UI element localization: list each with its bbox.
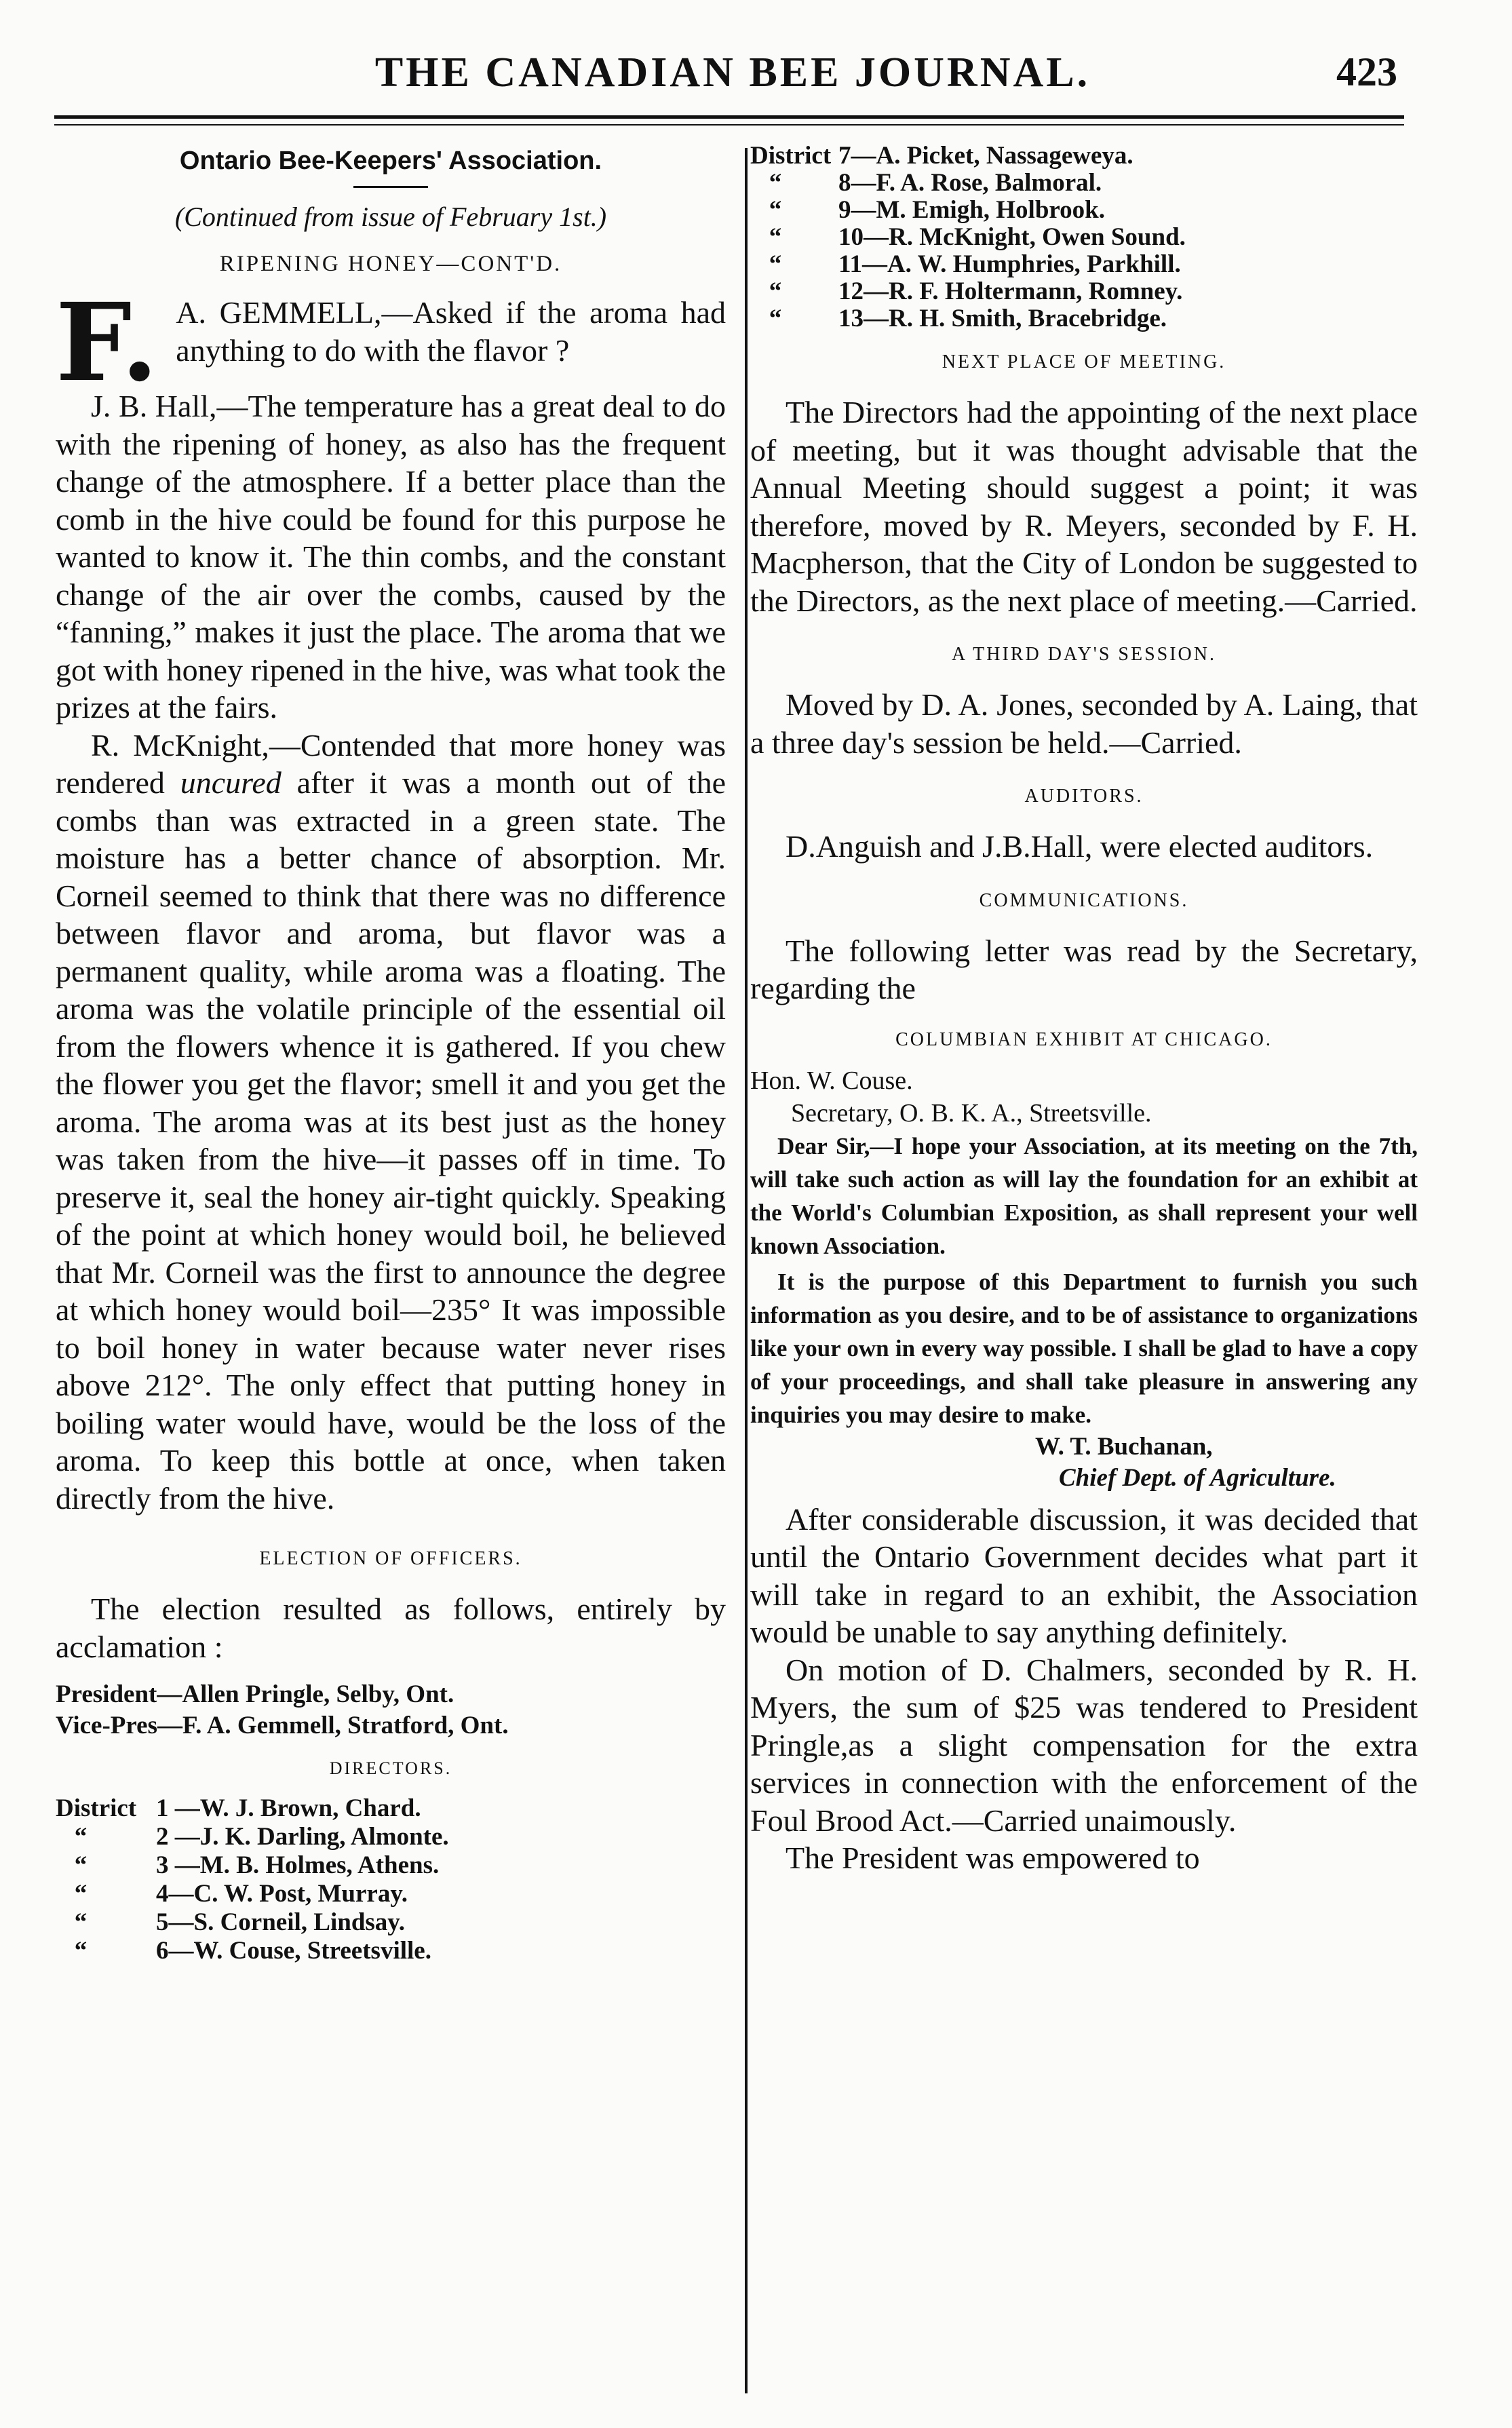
letter-paragraph-1: Dear Sir,—I hope your Association, at its meeting on the 7th, will take such action as will lay the foundation for an exhibit at the World's Columbian Exposition, as shall represent your well known Association.: [750, 1132, 1418, 1259]
director-row: “ 11—A. W. Humphries, Parkhill.: [750, 250, 1181, 278]
title-rule: [353, 186, 428, 188]
hall-paragraph: J. B. Hall,—The temperature has a great deal to do with the ripening of honey, as also has the frequent change of the atmosphere. If a better place than the comb in the hive could be found for this purpose he wanted to know it. The thin combs, and the constant change of the air over the combs, caused by the “fanning,” makes it just the place. The aroma that we got with honey ripened in the hive, was what took the prizes at the fairs.: [56, 389, 726, 725]
director-row: “ 13—R. H. Smith, Bracebridge.: [750, 305, 1167, 332]
president-line: President—Allen Pringle, Selby, Ont.: [56, 1680, 454, 1708]
director-row: District 7—A. Picket, Nassageweya.: [750, 142, 1133, 170]
director-row: “ 4—C. W. Post, Murray.: [56, 1880, 408, 1908]
directors-list-right: [750, 142, 1418, 332]
director-row: “ 10—R. McKnight, Owen Sound.: [750, 223, 1186, 251]
session-paragraph: Moved by D. A. Jones, seconded by A. Laing, that a three day's session be held.—Carried.: [750, 687, 1418, 760]
right-column: [750, 142, 1418, 1877]
final-paragraph: The President was empowered to: [786, 1841, 1200, 1875]
section-title: Ontario Bee-Keepers' Association.: [179, 147, 602, 175]
directors-list-left: [56, 1794, 726, 1965]
auditors-paragraph: D.Anguish and J.B.Hall, were elected auditors.: [786, 829, 1374, 864]
continued-note: (Continued from issue of February 1st.): [174, 201, 607, 232]
director-row: “ 2 —J. K. Darling, Almonte.: [56, 1823, 449, 1851]
directors-heading: DIRECTORS.: [329, 1758, 452, 1778]
mcknight-italic: uncured: [180, 765, 282, 800]
motion-paragraph: On motion of D. Chalmers, seconded by R. H. Myers, the sum of $25 was tendered to President Pringle,as a slight compensation for the extra services in connection with the enforcement of the Foul Brood Act.—Carried unaimously.: [750, 1652, 1418, 1838]
session-heading: A THIRD DAY'S SESSION.: [951, 644, 1216, 665]
auditors-heading: AUDITORS.: [1024, 786, 1144, 807]
director-row: “ 3 —M. B. Holmes, Athens.: [56, 1851, 440, 1879]
signer-name: W. T. Buchanan,: [1035, 1432, 1213, 1461]
left-column: [56, 142, 726, 1965]
mcknight-text-a: R. McKnight,—Contended that more honey was rendered: [56, 727, 726, 800]
election-paragraph: The election resulted as follows, entirely by acclamation :: [56, 1592, 726, 1664]
header-rule-thick: [54, 115, 1404, 119]
mcknight-paragraph: [56, 727, 726, 1518]
journal-title: THE CANADIAN BEE JOURNAL.: [374, 50, 1091, 96]
meeting-heading: NEXT PLACE OF MEETING.: [942, 351, 1226, 372]
director-row: “ 12—R. F. Holtermann, Romney.: [750, 277, 1183, 305]
officers-list: [56, 1679, 726, 1741]
signer-title: Chief Dept. of Agriculture.: [1059, 1463, 1336, 1492]
masthead: [61, 49, 1404, 110]
letter-recipient: Hon. W. Couse.: [750, 1066, 913, 1095]
discussion-paragraph: After considerable discussion, it was decided that until the Ontario Government decides what part it will take in regard to an exhibit, the Association would be unable to say anything definitely.: [750, 1501, 1418, 1649]
director-row: District 1 —W. J. Brown, Chard.: [56, 1794, 421, 1822]
letter-signature: [750, 1431, 1418, 1494]
communications-paragraph: The following letter was read by the Secretary, regarding the: [750, 933, 1418, 1005]
letter-paragraph-2: It is the purpose of this Department to furnish you such information as you desire, and to be of assistance to organizations like your own in every way possible. I shall be glad to have a copy of your proceedings, and shall take pleasure in answering any inquiries you may desire to make.: [750, 1268, 1418, 1428]
header-rule-thin: [54, 124, 1404, 126]
director-row: “ 8—F. A. Rose, Balmoral.: [750, 169, 1102, 197]
gemmell-paragraph: [56, 280, 726, 406]
drop-cap: F.: [56, 280, 159, 406]
director-row: “ 9—M. Emigh, Holbrook.: [750, 196, 1105, 224]
communications-heading: COMMUNICATIONS.: [979, 889, 1189, 911]
director-row: “ 5—S. Corneil, Lindsay.: [56, 1908, 406, 1936]
column-divider: [745, 148, 748, 2393]
page-number: 423: [1336, 50, 1397, 94]
letter-block: [750, 1064, 1418, 1494]
mcknight-text-b: after it was a month out of the combs than was extracted in a green state. The moisture has a better chance of absorption. Mr. Corneil seemed to think that there was no difference between flavor and aroma, but flavor was a permanent quality, while aroma was a floating. The aroma was the volatile principle of the essential oil from the flowers whence it is gathered. If you chew the flower you get the flavor; smell it and you get the aroma. The aroma was at its best just as the honey was taken from the hive—it passes off in time. To preserve it, seal the honey air-tight quickly. Speaking of the point at which honey would boil, he believed that Mr. Corneil was the first to announce the degree at which honey would boil—235° It was impossible to boil honey in water because water never rises above 212°. The only effect that putting honey in boiling water would have, would be the loss of the aroma. To keep this bottle at once, when taken directly from the hive.: [56, 765, 726, 1516]
election-heading: ELECTION OF OFFICERS.: [259, 1548, 522, 1569]
gemmell-text: A. GEMMELL,—Asked if the aroma had anything to do with the flavor ?: [176, 295, 726, 368]
meeting-paragraph: The Directors had the appointing of the next place of meeting, but it was thought advisable that the Annual Meeting should suggest a point; it was therefore, moved by R. Meyers, seconded by F. H. Macpherson, that the City of London be suggested to the Directors, as the next place of meeting.—Carried.: [750, 395, 1418, 618]
ripening-heading: RIPENING HONEY—CONT'D.: [219, 252, 562, 276]
director-row: “ 6—W. Couse, Streetsville.: [56, 1937, 431, 1965]
letter-recipient-title: Secretary, O. B. K. A., Streetsville.: [791, 1098, 1152, 1128]
vice-president-line: Vice-Pres—F. A. Gemmell, Stratford, Ont.: [56, 1712, 509, 1739]
columbian-heading: COLUMBIAN EXHIBIT AT CHICAGO.: [895, 1028, 1273, 1050]
